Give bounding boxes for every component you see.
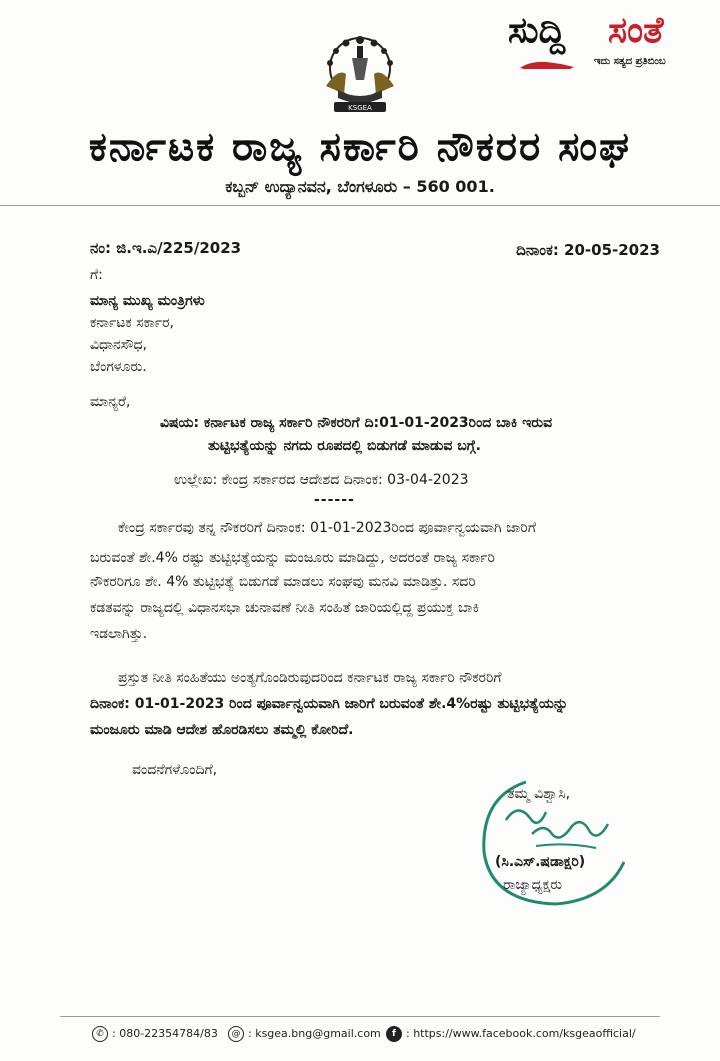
closing: ವಂದನೆಗಳೊಂದಿಗೆ, — [132, 762, 218, 778]
paragraph-line: ಬರುವಂತೆ ಶೇ.4% ರಷ್ಟು ತುಟ್ಟಿಭತ್ಯೆಯನ್ನು ಮಂಜೂರು ಮಾಡಿದ್ದು, ಅದರಂತೆ ರಾಜ್ಯ ಸರ್ಕಾರಿ — [90, 550, 495, 566]
paragraph-line: ಇಡಲಾಗಿತ್ತು. — [90, 626, 148, 642]
reference-number: ನಂ: ಜಿ.ಇ.ಎ/225/2023 — [90, 239, 242, 257]
watermark-tagline: ಇದು ಸತ್ಯದ ಪ್ರತಿಬಿಂಬ — [594, 56, 666, 67]
email-address: : ksgea.bng@gmail.com — [248, 1027, 381, 1040]
paragraph-line: ಕೇಂದ್ರ ಸರ್ಕಾರವು ತನ್ನ ನೌಕರರಿಗೆ ದಿನಾಂಕ: 01-01-2023ರಿಂದ ಪೂರ್ವಾನ್ವಯವಾಗಿ ಜಾರಿಗೆ — [118, 520, 536, 536]
facebook-icon: f — [386, 1026, 402, 1042]
recipient-line: ಬೆಂಗಳೂರು. — [90, 359, 147, 375]
signatory-title: ರಾಜ್ಯಾಧ್ಯಕ್ಷರು — [503, 877, 563, 893]
recipient-line: ಮಾನ್ಯ ಮುಖ್ಯ ಮಂತ್ರಿಗಳು — [90, 293, 205, 309]
paragraph-line: ಕಡತವನ್ನು ರಾಜ್ಯದಲ್ಲಿ ವಿಧಾನಸಭಾ ಚುನಾವಣೆ ನೀತಿ ಸಂಹಿತೆ ಜಾರಿಯಲ್ಲಿದ್ದ ಪ್ರಯುಕ್ತ ಬಾಕಿ — [90, 600, 480, 616]
sign-off: ತಮ್ಮ ವಿಶ್ವಾಸಿ, — [507, 786, 571, 802]
subject-line: ತುಟ್ಟಿಭತ್ಯೆಯನ್ನು ನಗದು ರೂಪದಲ್ಲಿ ಬಿಡುಗಡೆ ಮಾಡುವ ಬಗ್ಗೆ. — [208, 438, 481, 454]
footer-divider — [60, 1016, 660, 1017]
watermark-left-word: ಸುದ್ದಿ — [508, 10, 566, 51]
paragraph-line: ಮಂಜೂರು ಮಾಡಿ ಆದೇಶ ಹೊರಡಿಸಲು ತಮ್ಮಲ್ಲಿ ಕೋರಿದೆ. — [90, 722, 354, 738]
letter-date: ದಿನಾಂಕ: 20-05-2023 — [516, 241, 660, 259]
subject-label: ವಿಷಯ: — [160, 415, 200, 431]
footer-phone — [92, 1026, 218, 1042]
footer-facebook — [386, 1026, 636, 1042]
signatory-name: (ಸಿ.ಎಸ್.ಷಡಾಕ್ಷರಿ) — [495, 854, 586, 870]
subject-line — [160, 413, 552, 433]
emblem-text: KSGEA — [348, 104, 372, 112]
email-icon: @ — [228, 1026, 244, 1042]
phone-number: : 080-22354784/83 — [112, 1027, 218, 1040]
organization-name: ಕರ್ನಾಟಕ ರಾಜ್ಯ ಸರ್ಕಾರಿ ನೌಕರರ ಸಂಘ — [88, 124, 632, 170]
car-icon — [518, 60, 578, 70]
to-label: ಗೆ: — [90, 267, 103, 283]
facebook-url: : https://www.facebook.com/ksgeaofficial/ — [406, 1027, 636, 1040]
subject-text: ಕರ್ನಾಟಕ ರಾಜ್ಯ ಸರ್ಕಾರಿ ನೌಕರರಿಗೆ ದಿ:01-01-2023ರಿಂದ ಬಾಕಿ ಇರುವ — [204, 415, 553, 431]
paragraph-line: ದಿನಾಂಕ: 01-01-2023 ರಿಂದ ಪೂರ್ವಾನ್ವಯವಾಗಿ ಜಾರಿಗೆ ಬರುವಂತೆ ಶೇ.4%ರಷ್ಟು ತುಟ್ಟಿಭತ್ಯೆಯನ್ನು — [90, 696, 569, 712]
footer-email — [228, 1026, 381, 1042]
watermark-right-word: ಸಂತೆ — [608, 10, 664, 51]
phone-icon: ✆ — [92, 1026, 108, 1042]
salutation: ಮಾನ್ಯರೆ, — [90, 394, 131, 410]
reference-line: ಉಲ್ಲೇಖ: ಕೇಂದ್ರ ಸರ್ಕಾರದ ಆದೇಶದ ದಿನಾಂಕ: 03-04-2023 — [174, 472, 469, 488]
watermark-logo — [508, 10, 713, 72]
recipient-line: ವಿಧಾನಸೌಧ, — [90, 337, 147, 353]
header-divider — [0, 205, 720, 206]
paragraph-line: ಪ್ರಸ್ತುತ ನೀತಿ ಸಂಹಿತೆಯು ಅಂತ್ಯಗೊಂಡಿರುವುದರಿಂದ ಕರ್ನಾಟಕ ರಾಜ್ಯ ಸರ್ಕಾರಿ ನೌಕರರಿಗೆ — [118, 670, 502, 686]
paragraph-line: ನೌಕರರಿಗೂ ಶೇ. 4% ತುಟ್ಟಿಭತ್ಯೆ ಬಿಡುಗಡೆ ಮಾಡಲು ಸಂಘವು ಮನವಿ ಮಾಡಿತ್ತು. ಸದರಿ — [90, 574, 476, 590]
separator: ------ — [314, 492, 355, 508]
recipient-line: ಕರ್ನಾಟಕ ಸರ್ಕಾರ, — [90, 315, 174, 331]
organization-address: ಕಬ್ಬನ್ ಉದ್ಯಾನವನ, ಬೆಂಗಳೂರು – 560 001. — [225, 177, 495, 196]
association-emblem-icon — [308, 28, 412, 122]
